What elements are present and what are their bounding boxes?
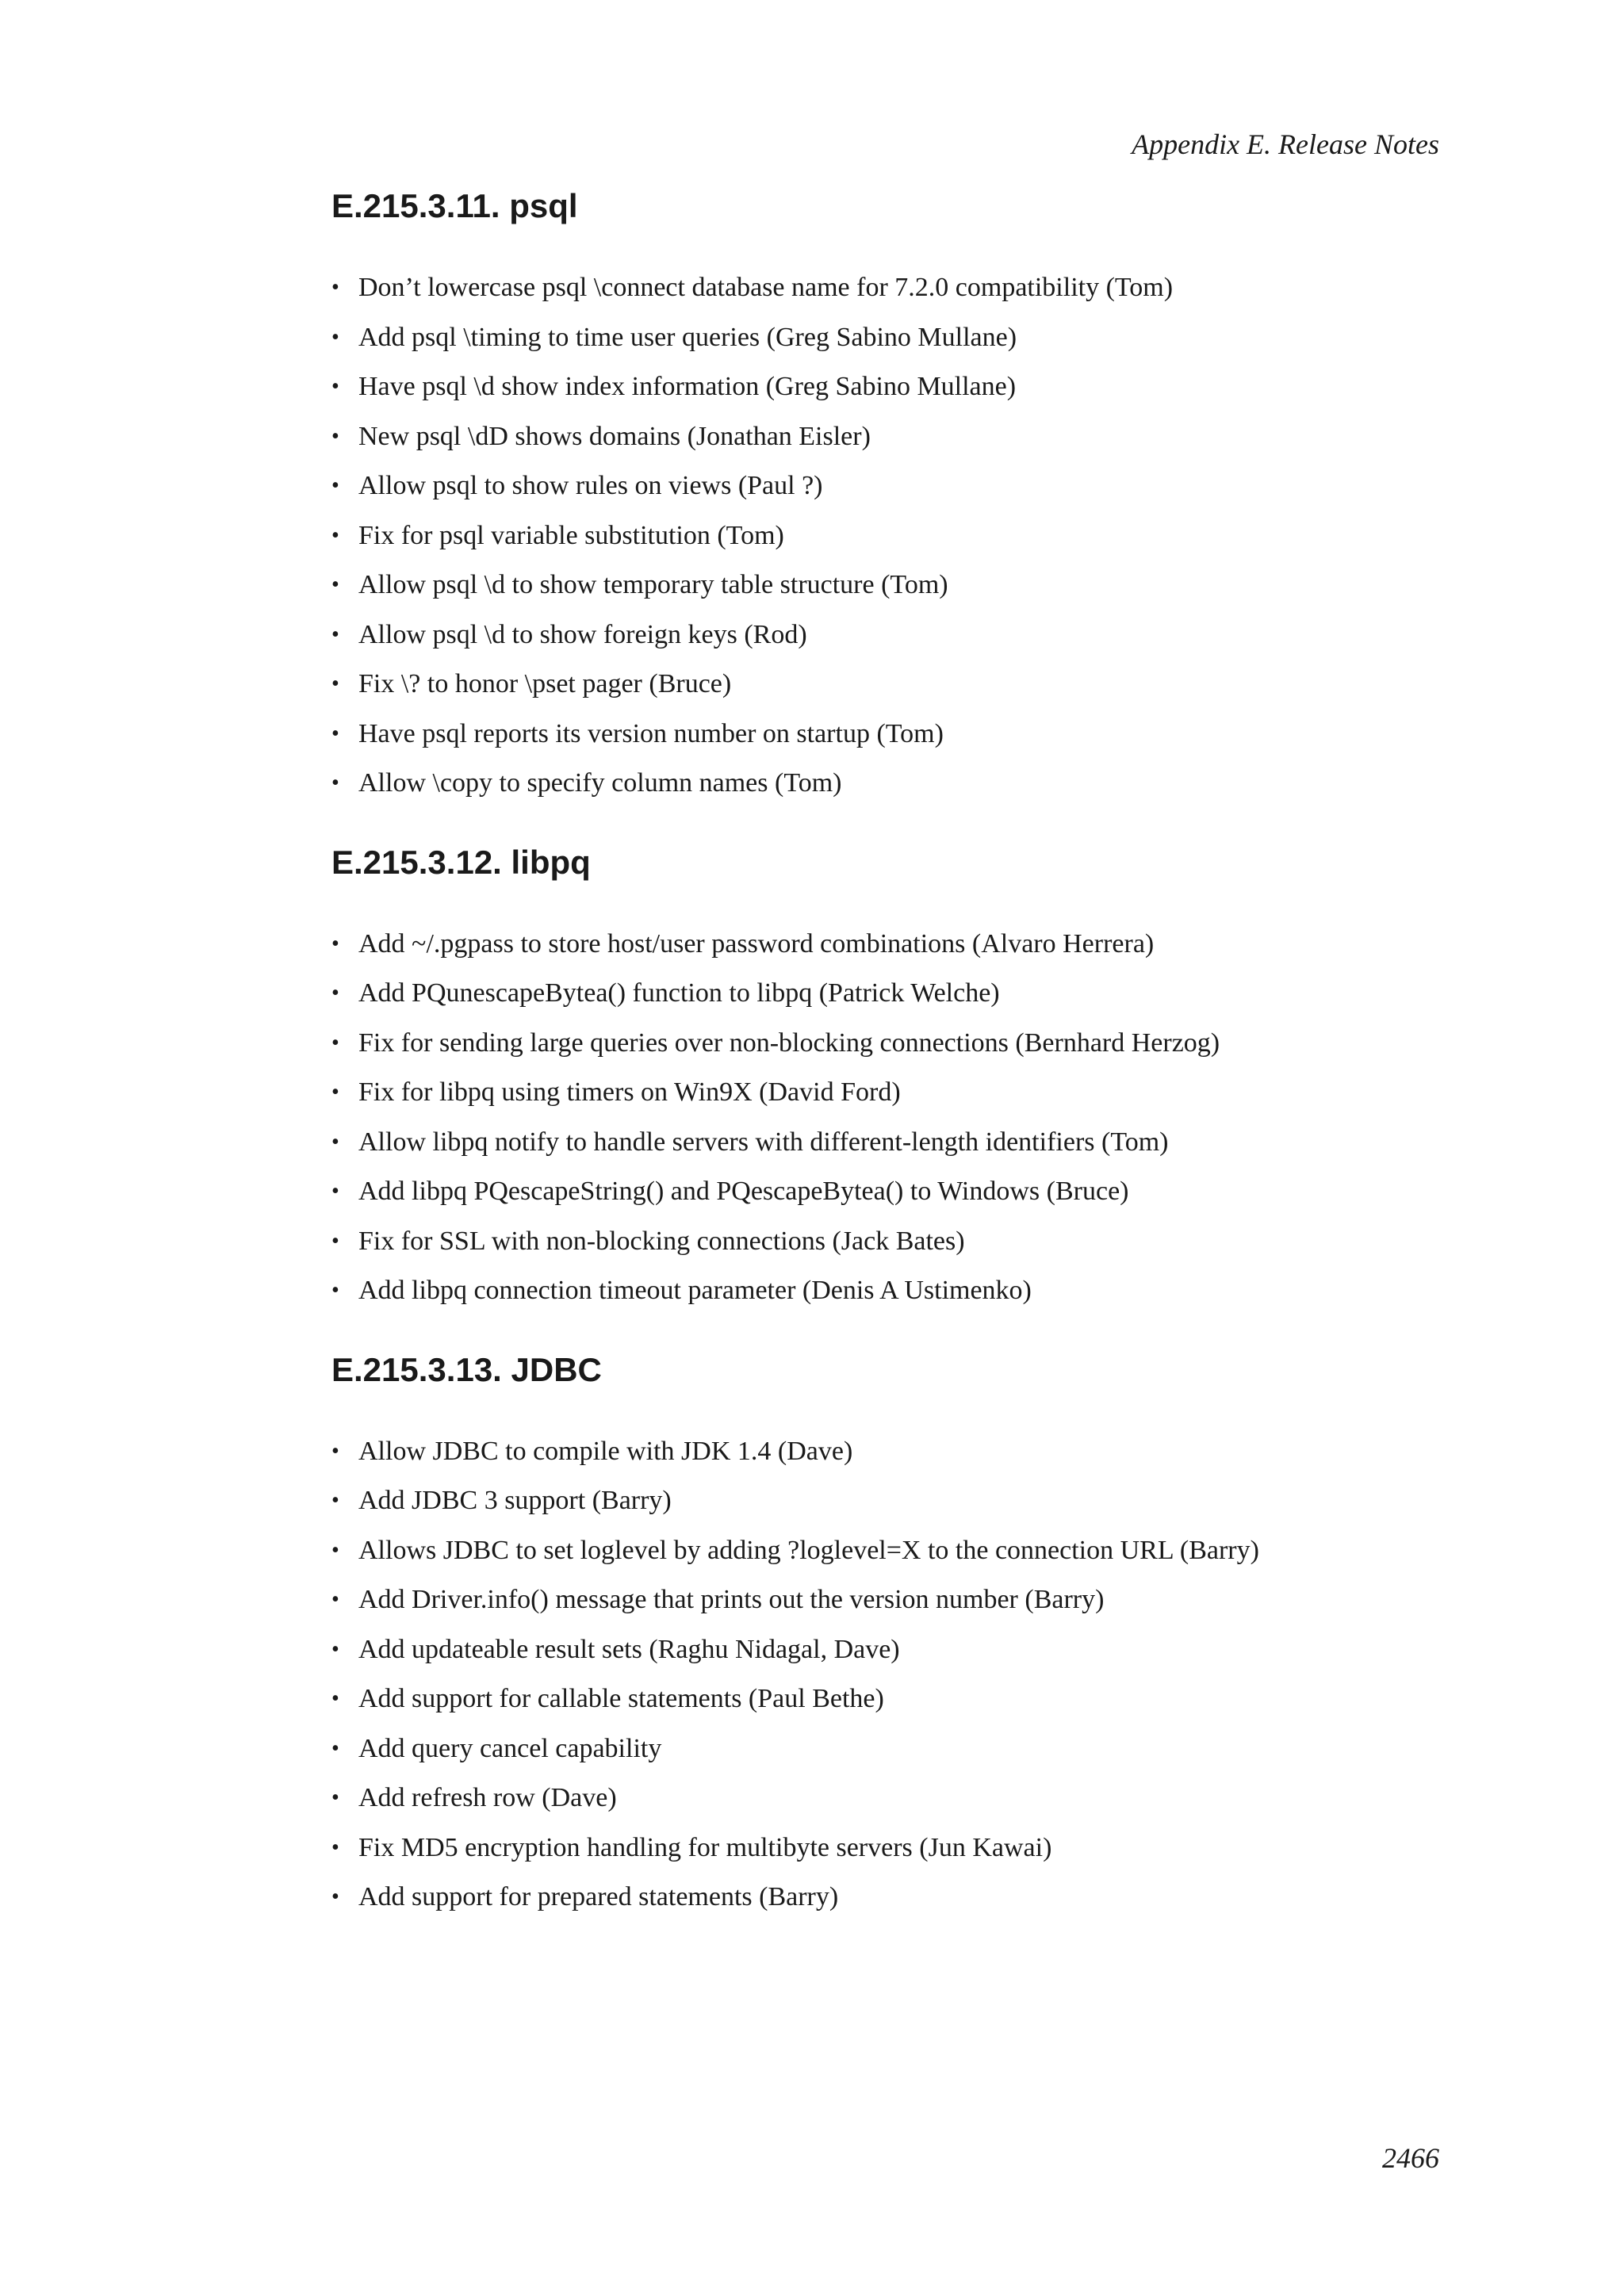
list-item-text: Allow JDBC to compile with JDK 1.4 (Dave)	[358, 1436, 853, 1466]
bullet-icon: •	[331, 1785, 339, 1810]
list-item-text: Add support for callable statements (Paul Bethe)	[358, 1684, 884, 1713]
list-item	[331, 1266, 1442, 1316]
bullet-icon: •	[331, 1686, 339, 1711]
list-item-text: Fix for sending large queries over non-blocking connections (Bernhard Herzog)	[358, 1027, 1220, 1058]
bullet-icon: •	[331, 1228, 339, 1253]
section-title: E.215.3.11. psql	[331, 187, 578, 224]
bullet-icon: •	[331, 572, 339, 597]
list-item-text: Add updateable result sets (Raghu Nidagal, Dave)	[358, 1634, 900, 1664]
bullet-icon: •	[331, 1735, 339, 1761]
bullet-icon: •	[331, 1438, 339, 1464]
section-title: E.215.3.12. libpq	[331, 843, 591, 881]
bullet-icon: •	[331, 931, 339, 956]
bullet-icon: •	[331, 522, 339, 548]
bullet-icon: •	[331, 1537, 339, 1563]
list-item-text: Add ~/.pgpass to store host/user password combinations (Alvaro Herrera)	[358, 928, 1155, 959]
section-psql	[331, 184, 1442, 809]
section-title: E.215.3.13. JDBC	[331, 1350, 602, 1388]
list-item	[331, 412, 1442, 462]
list-item	[331, 1019, 1442, 1069]
bullet-icon: •	[331, 981, 339, 1005]
bullet-icon: •	[331, 473, 339, 498]
list-item	[331, 1476, 1442, 1526]
list-item	[331, 920, 1442, 970]
list-item	[331, 660, 1442, 710]
list-item	[331, 1068, 1442, 1118]
section-jdbc	[331, 1348, 1442, 1923]
list-item	[331, 362, 1442, 412]
list-item-text: Add Driver.info() message that prints out the version number (Barry)	[358, 1585, 1105, 1614]
list-item-text: Add refresh row (Dave)	[358, 1783, 617, 1812]
list-item	[331, 461, 1442, 511]
list-item-text: Allow libpq notify to handle servers with different-length identifiers (Tom)	[358, 1127, 1169, 1157]
bullet-icon: •	[331, 771, 339, 795]
list-item-text: Have psql \d show index information (Greg Sabino Mullane)	[358, 372, 1017, 401]
list-item	[331, 1575, 1442, 1625]
bullet-icon: •	[331, 1636, 339, 1662]
list-item	[331, 1118, 1442, 1168]
bullet-icon: •	[331, 1885, 339, 1909]
list-item-text: Allow psql to show rules on views (Paul ?)	[358, 471, 823, 500]
list-item	[331, 1774, 1442, 1823]
release-note-list	[331, 1427, 1442, 1923]
bullet-icon: •	[331, 1179, 339, 1203]
list-item	[331, 710, 1442, 760]
list-item-text: Allow \copy to specify column names (Tom)	[358, 768, 842, 798]
list-item-text: Add support for prepared statements (Barry)	[358, 1882, 839, 1911]
list-item-text: Allow psql \d to show foreign keys (Rod)	[358, 619, 807, 649]
bullet-icon: •	[331, 1278, 339, 1303]
list-item-text: Allow psql \d to show temporary table structure (Tom)	[358, 570, 948, 599]
list-item	[331, 263, 1442, 313]
bullet-icon: •	[331, 1835, 339, 1860]
list-item-text: Fix for libpq using timers on Win9X (David Ford)	[358, 1077, 901, 1107]
list-item	[331, 511, 1442, 561]
list-item	[331, 610, 1442, 660]
bullet-icon: •	[331, 1129, 339, 1154]
release-note-list	[331, 920, 1442, 1316]
list-item	[331, 313, 1442, 363]
list-item	[331, 1724, 1442, 1774]
list-item	[331, 1823, 1442, 1873]
bullet-icon: •	[331, 423, 339, 449]
list-item-text: Add query cancel capability	[358, 1733, 662, 1763]
list-item-text: Don’t lowercase psql \connect database name for 7.2.0 compatibility (Tom)	[358, 273, 1174, 302]
bullet-icon: •	[331, 1488, 339, 1513]
list-item-text: Fix for psql variable substitution (Tom)	[358, 520, 784, 550]
list-item	[331, 1167, 1442, 1217]
release-note-list	[331, 263, 1442, 809]
bullet-icon: •	[331, 1080, 339, 1104]
bullet-icon: •	[331, 721, 339, 746]
list-item-text: Fix MD5 encryption handling for multibyte servers (Jun Kawai)	[358, 1832, 1052, 1862]
list-item-text: Add JDBC 3 support (Barry)	[358, 1486, 672, 1515]
list-item-text: Allows JDBC to set loglevel by adding ?loglevel=X to the connection URL (Barry)	[358, 1535, 1259, 1565]
list-item-text: Add PQunescapeBytea() function to libpq (Patrick Welche)	[358, 978, 1000, 1008]
bullet-icon: •	[331, 1587, 339, 1612]
list-item-text: Add libpq connection timeout parameter (Denis A Ustimenko)	[358, 1276, 1032, 1305]
bullet-icon: •	[331, 374, 339, 399]
list-item	[331, 969, 1442, 1019]
list-item-text: New psql \dD shows domains (Jonathan Eisler)	[358, 421, 871, 451]
list-item-text: Have psql reports its version number on startup (Tom)	[358, 718, 944, 748]
section-libpq	[331, 840, 1442, 1316]
running-header: Appendix E. Release Notes	[1132, 128, 1439, 160]
bullet-icon: •	[331, 275, 339, 300]
bullet-icon: •	[331, 622, 339, 647]
list-item-text: Add libpq PQescapeString() and PQescapeBytea() to Windows (Bruce)	[358, 1177, 1129, 1206]
list-item	[331, 1427, 1442, 1477]
list-item-text: Add psql \timing to time user queries (Greg Sabino Mullane)	[358, 322, 1017, 352]
list-item	[331, 561, 1442, 610]
list-item-text: Fix \? to honor \pset pager (Bruce)	[358, 669, 732, 698]
list-item	[331, 1873, 1442, 1923]
page-number: 2466	[1382, 2142, 1439, 2174]
list-item	[331, 1625, 1442, 1675]
list-item-text: Fix for SSL with non-blocking connections (Jack Bates)	[358, 1226, 965, 1256]
page-content	[331, 184, 1442, 1923]
bullet-icon: •	[331, 1030, 339, 1055]
list-item	[331, 1526, 1442, 1576]
bullet-icon: •	[331, 324, 339, 350]
list-item	[331, 759, 1442, 809]
list-item	[331, 1217, 1442, 1267]
list-item	[331, 1674, 1442, 1724]
bullet-icon: •	[331, 672, 339, 696]
